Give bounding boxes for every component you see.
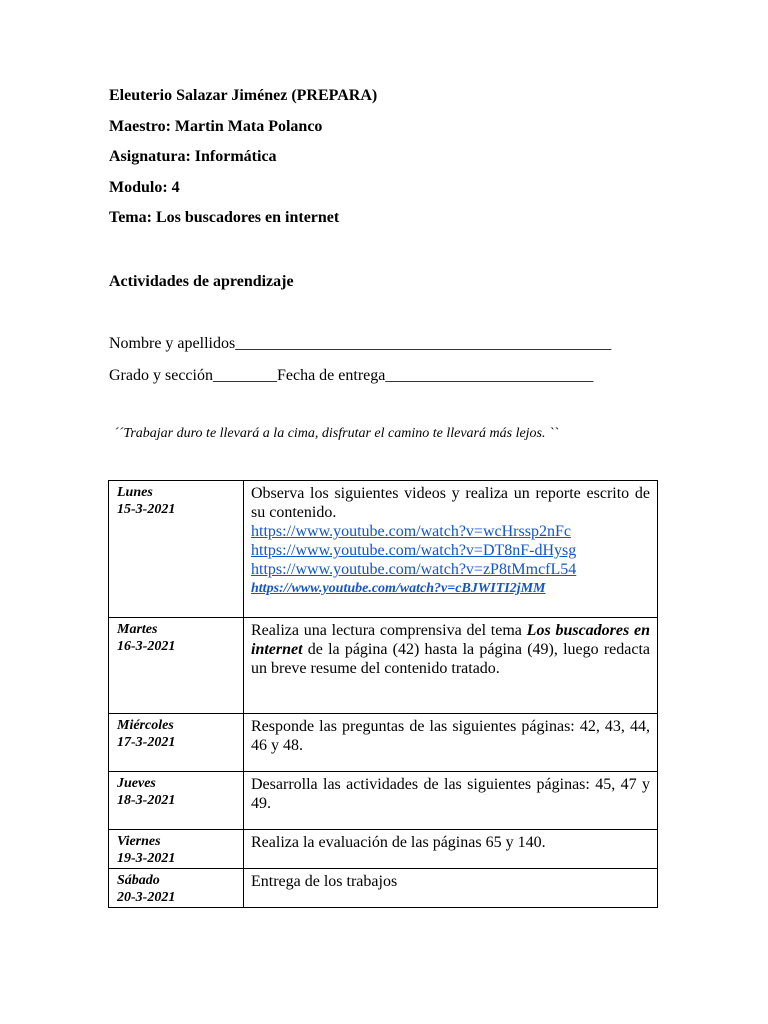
day-cell: [109, 481, 244, 618]
day-label: Lunes: [117, 485, 153, 500]
day-label: Martes: [117, 622, 158, 637]
task-text: Entrega de los trabajos: [251, 873, 398, 890]
grade-date-field-line: Grado y sección________Fecha de entrega__________________________: [109, 367, 594, 384]
task-cell: [244, 772, 658, 830]
day-cell: [109, 618, 244, 714]
table-row: [109, 869, 658, 908]
schedule-table: [108, 480, 658, 908]
date-label: 17-3-2021: [117, 735, 176, 750]
task-text: Responde las preguntas de las siguientes páginas: 42, 43, 44, 46 y 48.: [251, 718, 650, 754]
task-topic-emphasis: Los buscadores en internet: [251, 622, 651, 658]
day-cell: [109, 714, 244, 772]
day-label: Miércoles: [117, 718, 174, 733]
day-cell: [109, 830, 244, 869]
day-label: Viernes: [117, 834, 161, 849]
table-row: [109, 618, 658, 714]
document-header: [109, 86, 377, 239]
table-row: [109, 481, 658, 618]
day-cell: [109, 869, 244, 908]
task-cell: [244, 830, 658, 869]
task-text: Realiza la evaluación de las páginas 65 y 140.: [251, 834, 546, 851]
day-label: Jueves: [117, 776, 156, 791]
section-title: Actividades de aprendizaje: [109, 273, 294, 290]
motivational-quote: ´´Trabajar duro te llevará a la cima, disfrutar el camino te llevará más lejos. ``: [114, 426, 559, 441]
module: Modulo: 4: [109, 178, 180, 196]
video-link-1[interactable]: https://www.youtube.com/watch?v=wcHrssp2nFc: [251, 523, 571, 540]
task-text-end: de la página (42) hasta la página (49), luego redacta un breve resume del contenido tratado.: [251, 641, 650, 677]
teacher-name: Maestro: Martin Mata Polanco: [109, 117, 323, 135]
date-label: 19-3-2021: [117, 851, 176, 866]
table-row: [109, 714, 658, 772]
table-row: [109, 772, 658, 830]
task-text-start: Realiza una lectura comprensiva del tema: [251, 622, 527, 639]
subject: Asignatura: Informática: [109, 148, 277, 165]
task-cell: [244, 618, 658, 714]
name-field-line: Nombre y apellidos_______________________________________________: [109, 335, 612, 352]
student-name: Eleuterio Salazar Jiménez (PREPARA): [109, 87, 378, 104]
date-label: 16-3-2021: [117, 639, 176, 654]
task-cell: [244, 481, 658, 618]
day-cell: [109, 772, 244, 830]
date-label: 18-3-2021: [117, 793, 176, 808]
task-description: Observa los siguientes videos y realiza un reporte escrito de su contenido.: [251, 485, 650, 521]
date-label: 20-3-2021: [117, 890, 176, 905]
date-label: 15-3-2021: [117, 502, 176, 517]
task-cell: [244, 714, 658, 772]
task-text: [251, 484, 650, 598]
task-text: Desarrolla las actividades de las siguientes páginas: 45, 47 y 49.: [251, 776, 650, 812]
table-row: [109, 830, 658, 869]
video-link-2[interactable]: https://www.youtube.com/watch?v=DT8nF-dHysg: [251, 542, 577, 559]
task-cell: [244, 869, 658, 908]
topic: Tema: Los buscadores en internet: [109, 209, 340, 226]
video-link-4[interactable]: https://www.youtube.com/watch?v=cBJWITI2jMM: [251, 581, 546, 596]
day-label: Sábado: [117, 873, 160, 888]
video-link-3[interactable]: https://www.youtube.com/watch?v=zP8tMmcfL54: [251, 561, 577, 578]
task-text: [251, 621, 650, 678]
